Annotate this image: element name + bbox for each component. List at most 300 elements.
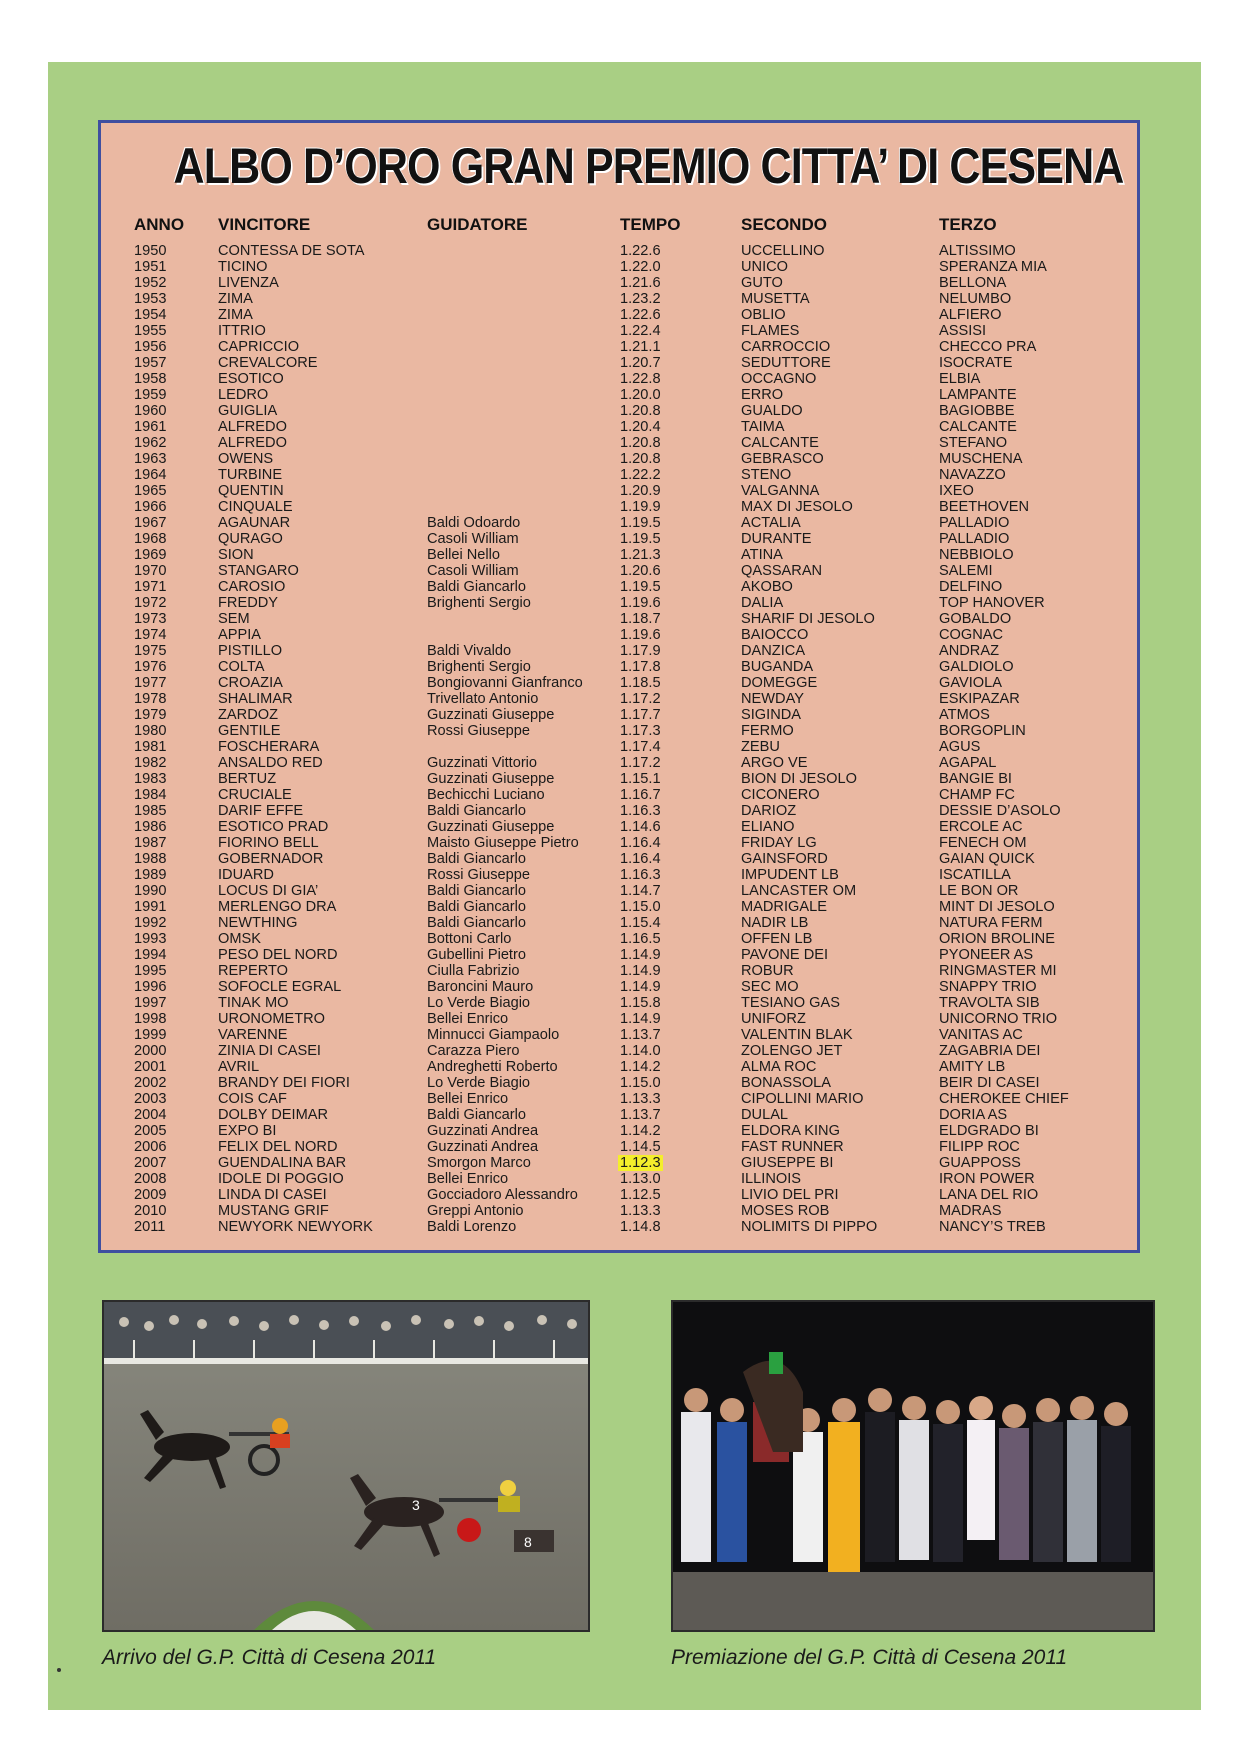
cell-terzo: GOBALDO [939,611,1012,627]
cell-terzo: ERCOLE AC [939,819,1023,835]
cell-vincitore: ZINIA DI CASEI [218,1043,321,1059]
cell-tempo: 1.14.0 [620,1043,661,1059]
cell-tempo: 1.20.8 [620,403,661,419]
cell-guidatore: Minnucci Giampaolo [427,1027,560,1043]
cell-tempo: 1.20.9 [620,483,661,499]
table-row [101,1155,1137,1171]
cell-anno: 1984 [134,787,167,803]
cell-vincitore: LEDRO [218,387,269,403]
table-row [101,627,1137,643]
cell-guidatore: Baldi Giancarlo [427,1107,526,1123]
cell-vincitore: DARIF EFFE [218,803,304,819]
table-row [101,819,1137,835]
cell-secondo: SEC MO [741,979,799,995]
cell-tempo: 1.17.2 [620,755,661,771]
cell-secondo: DOMEGGE [741,675,818,691]
cell-guidatore: Lo Verde Biagio [427,1075,531,1091]
cell-anno: 1950 [134,243,167,259]
cell-vincitore: QURAGO [218,531,283,547]
cell-vincitore: TURBINE [218,467,283,483]
cell-vincitore: URONOMETRO [218,1011,326,1027]
cell-tempo: 1.18.7 [620,611,661,627]
cell-secondo: SIGINDA [741,707,802,723]
cell-guidatore: Bellei Enrico [427,1011,509,1027]
cell-vincitore: IDUARD [218,867,274,883]
cell-anno: 2006 [134,1139,167,1155]
cell-terzo: CHEROKEE CHIEF [939,1091,1069,1107]
cell-tempo: 1.17.3 [620,723,661,739]
cell-vincitore: LOCUS DI GIA’ [218,883,319,899]
cell-tempo: 1.12.3 [620,1155,661,1171]
cell-vincitore: ALFREDO [218,419,287,435]
cell-anno: 1998 [134,1011,167,1027]
cell-terzo: NEBBIOLO [939,547,1014,563]
table-row [101,323,1137,339]
cell-secondo: MADRIGALE [741,899,827,915]
header-anno: ANNO [134,215,185,234]
cell-vincitore: SION [218,547,254,563]
cell-anno: 2008 [134,1171,167,1187]
cell-guidatore: Guzzinati Giuseppe [427,819,555,835]
table-row [101,307,1137,323]
cell-anno: 1991 [134,899,167,915]
cell-tempo: 1.14.9 [620,947,661,963]
cell-vincitore: FREDDY [218,595,278,611]
table-row [101,563,1137,579]
cell-vincitore: COLTA [218,659,265,675]
cell-vincitore: FOSCHERARA [218,739,320,755]
cell-secondo: MOSES ROB [741,1203,830,1219]
cell-anno: 1955 [134,323,167,339]
cell-secondo: ILLINOIS [741,1171,802,1187]
cell-terzo: BEETHOVEN [939,499,1030,515]
cell-anno: 1993 [134,931,167,947]
cell-vincitore: PISTILLO [218,643,283,659]
cell-vincitore: BRANDY DEI FIORI [218,1075,350,1091]
race-photo [102,1300,590,1632]
cell-tempo: 1.20.8 [620,435,661,451]
cell-anno: 1967 [134,515,167,531]
cell-vincitore: ESOTICO [218,371,284,387]
table-row [101,1043,1137,1059]
cell-tempo: 1.14.6 [620,819,661,835]
cell-guidatore: Trivellato Antonio [427,691,539,707]
cell-terzo: ALFIERO [939,307,1002,323]
caption-race: Arrivo del G.P. Città di Cesena 2011 [102,1646,437,1669]
cell-secondo: NEWDAY [741,691,804,707]
cell-guidatore: Lo Verde Biagio [427,995,531,1011]
cell-secondo: PAVONE DEI [741,947,829,963]
svg-text:8: 8 [524,1534,532,1550]
table-row [101,355,1137,371]
cell-tempo: 1.13.7 [620,1107,661,1123]
table-row [101,947,1137,963]
cell-guidatore: Baldi Giancarlo [427,883,526,899]
cell-vincitore: FIORINO BELL [218,835,319,851]
table-row [101,1107,1137,1123]
cell-anno: 1951 [134,259,167,275]
cell-tempo: 1.14.9 [620,1011,661,1027]
cell-vincitore: GUIGLIA [218,403,278,419]
cell-guidatore: Baroncini Mauro [427,979,534,995]
cell-tempo: 1.19.5 [620,579,661,595]
cell-anno: 1975 [134,643,167,659]
cell-secondo: ZEBU [741,739,780,755]
cell-tempo: 1.19.5 [620,531,661,547]
table-row [101,659,1137,675]
cell-secondo: UCCELLINO [741,243,825,259]
cell-vincitore: ZIMA [218,307,253,323]
cell-terzo: ELBIA [939,371,981,387]
table-row [101,1171,1137,1187]
cell-guidatore: Baldi Odoardo [427,515,521,531]
cell-guidatore: Guzzinati Andrea [427,1139,539,1155]
cell-terzo: NAVAZZO [939,467,1006,483]
cell-tempo: 1.16.3 [620,867,661,883]
cell-vincitore: AVRIL [218,1059,260,1075]
cell-anno: 1972 [134,595,167,611]
cell-tempo: 1.13.7 [620,1027,661,1043]
cell-tempo: 1.19.6 [620,595,661,611]
cell-tempo: 1.22.6 [620,243,661,259]
cell-terzo: NANCY’S TREB [939,1219,1046,1235]
table-row [101,1059,1137,1075]
table-row [101,483,1137,499]
cell-vincitore: ESOTICO PRAD [218,819,329,835]
table-row [101,291,1137,307]
cell-terzo: PYONEER AS [939,947,1034,963]
cell-vincitore: COIS CAF [218,1091,287,1107]
cell-vincitore: LINDA DI CASEI [218,1187,327,1203]
cell-anno: 2007 [134,1155,167,1171]
cell-tempo: 1.14.2 [620,1059,661,1075]
table-row [101,403,1137,419]
cell-vincitore: SHALIMAR [218,691,293,707]
cell-tempo: 1.16.3 [620,803,661,819]
cell-tempo: 1.20.8 [620,451,661,467]
cell-terzo: VANITAS AC [939,1027,1023,1043]
cell-guidatore: Brighenti Sergio [427,659,531,675]
cell-tempo: 1.21.6 [620,275,661,291]
cell-guidatore: Casoli William [427,531,519,547]
cell-terzo: AGAPAL [939,755,997,771]
page-title: ALBO D’ORO GRAN PREMIO CITTA’ DI CESENA [173,138,1124,194]
cell-anno: 1995 [134,963,167,979]
table-row [101,1203,1137,1219]
page-background [48,62,1201,1710]
cell-tempo: 1.14.7 [620,883,661,899]
table-row [101,467,1137,483]
cell-guidatore: Guzzinati Vittorio [427,755,538,771]
cell-terzo: SPERANZA MIA [939,259,1047,275]
cell-tempo: 1.12.5 [620,1187,661,1203]
cell-tempo: 1.16.4 [620,851,661,867]
cell-guidatore: Guzzinati Giuseppe [427,707,555,723]
cell-tempo: 1.22.0 [620,259,661,275]
cell-anno: 2003 [134,1091,167,1107]
table-row [101,835,1137,851]
cell-vincitore: QUENTIN [218,483,284,499]
cell-guidatore: Baldi Giancarlo [427,915,526,931]
cell-secondo: GAINSFORD [741,851,828,867]
cell-anno: 1986 [134,819,167,835]
cell-secondo: CARROCCIO [741,339,831,355]
cell-vincitore: APPIA [218,627,261,643]
cell-vincitore: EXPO BI [218,1123,277,1139]
cell-anno: 1982 [134,755,167,771]
cell-anno: 1954 [134,307,167,323]
cell-terzo: AGUS [939,739,981,755]
cell-secondo: BION DI JESOLO [741,771,857,787]
cell-terzo: LAMPANTE [939,387,1017,403]
cell-anno: 2002 [134,1075,167,1091]
table-row [101,243,1137,259]
cell-terzo: RINGMASTER MI [939,963,1057,979]
cell-terzo: LE BON OR [939,883,1019,899]
cell-terzo: LANA DEL RIO [939,1187,1039,1203]
cell-anno: 1965 [134,483,167,499]
cell-vincitore: GUENDALINA BAR [218,1155,347,1171]
cell-anno: 1956 [134,339,167,355]
cell-vincitore: CINQUALE [218,499,293,515]
cell-guidatore: Bongiovanni Gianfranco [427,675,583,691]
cell-guidatore: Casoli William [427,563,519,579]
cell-guidatore: Guzzinati Giuseppe [427,771,555,787]
cell-guidatore: Bottoni Carlo [427,931,512,947]
cell-tempo: 1.13.0 [620,1171,661,1187]
cell-secondo: TESIANO GAS [741,995,840,1011]
cell-secondo: STENO [741,467,792,483]
cell-vincitore: STANGARO [218,563,299,579]
cell-anno: 1992 [134,915,167,931]
cell-secondo: OBLIO [741,307,786,323]
cell-tempo: 1.22.8 [620,371,661,387]
cell-secondo: ERRO [741,387,784,403]
cell-tempo: 1.15.0 [620,1075,661,1091]
cell-guidatore: Bechicchi Luciano [427,787,545,803]
cell-terzo: BEIR DI CASEI [939,1075,1040,1091]
cell-guidatore: Baldi Giancarlo [427,899,526,915]
cell-anno: 1978 [134,691,167,707]
cell-secondo: BAIOCCO [741,627,809,643]
table-row [101,995,1137,1011]
cell-terzo: ORION BROLINE [939,931,1055,947]
table-row [101,899,1137,915]
cell-secondo: IMPUDENT LB [741,867,839,883]
cell-secondo: QASSARAN [741,563,823,579]
table-row [101,339,1137,355]
cell-guidatore: Smorgon Marco [427,1155,531,1171]
cell-tempo: 1.17.7 [620,707,661,723]
cell-guidatore: Baldi Vivaldo [427,643,512,659]
cell-secondo: ROBUR [741,963,794,979]
cell-anno: 1962 [134,435,167,451]
cell-guidatore: Greppi Antonio [427,1203,524,1219]
cell-terzo: SALEMI [939,563,993,579]
cell-anno: 1952 [134,275,167,291]
cell-vincitore: OWENS [218,451,274,467]
cell-tempo: 1.21.1 [620,339,661,355]
cell-vincitore: GENTILE [218,723,281,739]
table-row [101,723,1137,739]
cell-tempo: 1.21.3 [620,547,661,563]
cell-terzo: ELDGRADO BI [939,1123,1039,1139]
cell-secondo: ELDORA KING [741,1123,840,1139]
cell-tempo: 1.13.3 [620,1203,661,1219]
cell-tempo: 1.17.8 [620,659,661,675]
cell-secondo: DURANTE [741,531,812,547]
cell-anno: 1999 [134,1027,167,1043]
table-row [101,851,1137,867]
cell-vincitore: NEWTHING [218,915,298,931]
cell-tempo: 1.16.5 [620,931,661,947]
cell-secondo: ATINA [741,547,783,563]
cell-anno: 1971 [134,579,167,595]
cell-secondo: LANCASTER OM [741,883,857,899]
cell-terzo: FILIPP ROC [939,1139,1020,1155]
cell-guidatore: Baldi Giancarlo [427,579,526,595]
cell-guidatore: Baldi Lorenzo [427,1219,517,1235]
cell-vincitore: REPERTO [218,963,289,979]
cell-terzo: MUSCHENA [939,451,1023,467]
cell-anno: 1973 [134,611,167,627]
cell-anno: 1953 [134,291,167,307]
cell-secondo: FAST RUNNER [741,1139,844,1155]
table-row [101,691,1137,707]
cell-terzo: ANDRAZ [939,643,999,659]
cell-tempo: 1.16.7 [620,787,661,803]
cell-vincitore: ITTRIO [218,323,266,339]
cell-secondo: FRIDAY LG [741,835,817,851]
table-row [101,931,1137,947]
cell-secondo: GUTO [741,275,783,291]
header-guidatore: GUIDATORE [427,215,528,234]
table-row [101,435,1137,451]
ceremony-photo [671,1300,1155,1632]
cell-vincitore: LIVENZA [218,275,279,291]
cell-terzo: IXEO [939,483,974,499]
cell-secondo: AKOBO [741,579,793,595]
harness-race-photo-icon [104,1302,588,1630]
table-row [101,867,1137,883]
cell-anno: 2011 [134,1219,166,1235]
cell-terzo: ISCATILLA [939,867,1011,883]
cell-secondo: BUGANDA [741,659,814,675]
cell-guidatore: Guzzinati Andrea [427,1123,539,1139]
cell-anno: 1976 [134,659,167,675]
table-row [101,1123,1137,1139]
cell-terzo: ZAGABRIA DEI [939,1043,1041,1059]
cell-vincitore: ZARDOZ [218,707,278,723]
cell-terzo: BORGOPLIN [939,723,1026,739]
header-vincitore: VINCITORE [218,215,311,234]
cell-tempo: 1.15.0 [620,899,661,915]
cell-anno: 1966 [134,499,167,515]
cell-terzo: FENECH OM [939,835,1027,851]
cell-tempo: 1.19.6 [620,627,661,643]
cell-guidatore: Maisto Giuseppe Pietro [427,835,579,851]
cell-terzo: GAIAN QUICK [939,851,1035,867]
cell-vincitore: TINAK MO [218,995,289,1011]
cell-vincitore: CONTESSA DE SOTA [218,243,365,259]
cell-anno: 1977 [134,675,167,691]
cell-anno: 1961 [134,419,167,435]
svg-text:3: 3 [412,1497,420,1513]
cell-guidatore: Rossi Giuseppe [427,867,531,883]
cell-anno: 1997 [134,995,167,1011]
cell-vincitore: AGAUNAR [218,515,291,531]
cell-vincitore: GOBERNADOR [218,851,324,867]
cell-terzo: GUAPPOSS [939,1155,1021,1171]
table-row [101,531,1137,547]
cell-terzo: MADRAS [939,1203,1002,1219]
cell-vincitore: FELIX DEL NORD [218,1139,338,1155]
cell-vincitore: BERTUZ [218,771,277,787]
cell-anno: 1996 [134,979,167,995]
cell-anno: 1983 [134,771,167,787]
table-row [101,1011,1137,1027]
cell-terzo: ATMOS [939,707,990,723]
cell-secondo: SEDUTTORE [741,355,831,371]
cell-secondo: FERMO [741,723,794,739]
award-ceremony-photo-icon [673,1302,1153,1630]
cell-guidatore: Carazza Piero [427,1043,520,1059]
cell-guidatore: Bellei Enrico [427,1091,509,1107]
cell-terzo: STEFANO [939,435,1008,451]
cell-tempo: 1.20.4 [620,419,661,435]
table-row [101,883,1137,899]
cell-terzo: PALLADIO [939,515,1010,531]
cell-anno: 2009 [134,1187,167,1203]
cell-guidatore: Andreghetti Roberto [427,1059,558,1075]
cell-terzo: NATURA FERM [939,915,1043,931]
cell-tempo: 1.19.5 [620,515,661,531]
cell-anno: 1994 [134,947,167,963]
cell-vincitore: TICINO [218,259,268,275]
cell-vincitore: SOFOCLE EGRAL [218,979,342,995]
cell-anno: 2010 [134,1203,167,1219]
cell-secondo: TAIMA [741,419,785,435]
cell-guidatore: Bellei Enrico [427,1171,509,1187]
cell-secondo: VALGANNA [741,483,820,499]
cell-anno: 1957 [134,355,167,371]
cell-guidatore: Ciulla Fabrizio [427,963,520,979]
cell-terzo: CHAMP FC [939,787,1015,803]
cell-vincitore: ZIMA [218,291,253,307]
cell-vincitore: SEM [218,611,250,627]
cell-tempo: 1.23.2 [620,291,661,307]
cell-terzo: DESSIE D’ASOLO [939,803,1061,819]
cell-secondo: MAX DI JESOLO [741,499,853,515]
cell-terzo: AMITY LB [939,1059,1006,1075]
cell-anno: 1985 [134,803,167,819]
cell-tempo: 1.22.4 [620,323,661,339]
cell-anno: 1958 [134,371,167,387]
cell-vincitore: ANSALDO RED [218,755,323,771]
cell-secondo: DALIA [741,595,784,611]
cell-terzo: GALDIOLO [939,659,1014,675]
table-row [101,275,1137,291]
cell-anno: 1963 [134,451,167,467]
header-secondo: SECONDO [741,215,827,234]
cell-anno: 1964 [134,467,167,483]
table-row [101,755,1137,771]
cell-tempo: 1.17.2 [620,691,661,707]
cell-terzo: CHECCO PRA [939,339,1037,355]
table-row [101,963,1137,979]
cell-guidatore: Gocciadoro Alessandro [427,1187,578,1203]
cell-secondo: GIUSEPPE BI [741,1155,834,1171]
